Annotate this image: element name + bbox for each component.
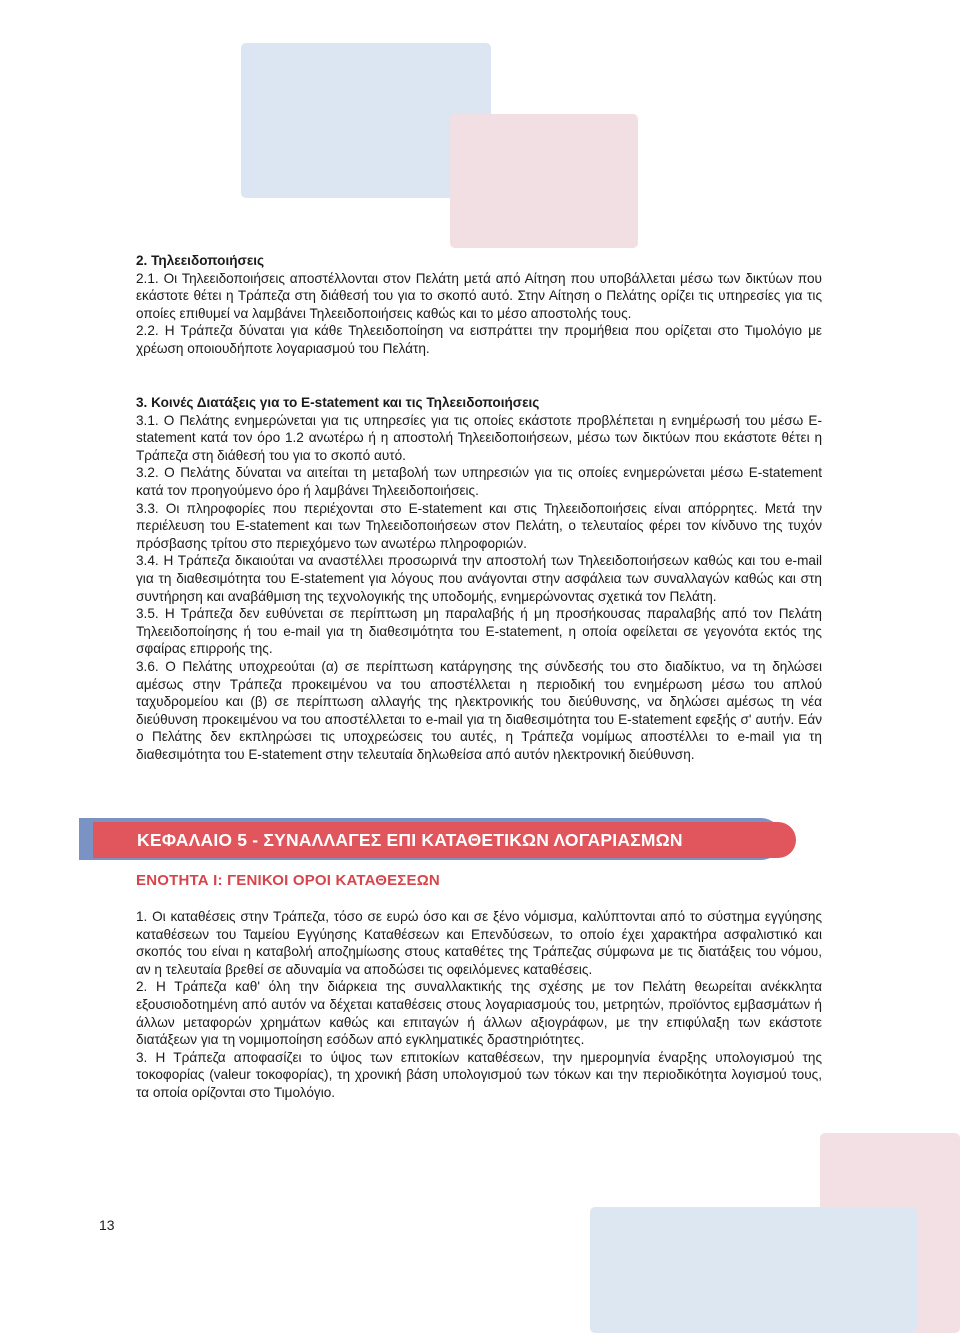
clause-3-1: 3.1. Ο Πελάτης ενημερώνεται για τις υπηρεσίες για τις οποίες εκάστοτε προβλέπεται η ενημέρωσή του μέσω E-statement κατά τον όρο 1.2 ανωτέρω ή η αποστολή Τηλεειδοποιήσεων, μέσω των δικτύων που εκάστοτε θέτει η Τράπεζα στη διάθεσή του για το σκοπό αυτό. xyxy=(136,412,822,463)
section-2-notifications xyxy=(136,252,822,358)
section-2-title: 2. Τηλεειδοποιήσεις xyxy=(136,253,265,268)
page-number: 13 xyxy=(99,1217,115,1233)
clause-3-4: 3.4. Η Τράπεζα δικαιούται να αναστέλλει προσωρινά την αποστολή των Τηλεειδοποιήσεων καθώς και του e-mail για τη διαθεσιμότητα του E-statement για λόγους που ανάγονται στην ασφάλεια των συναλλαγών καθώς και στη συντήρηση και αναβάθμιση της τεχνολογικής της υποδομής, ενημερώνοντας σχετικά τον Πελάτη. xyxy=(136,553,822,604)
clause-2-2: 2.2. Η Τράπεζα δύναται για κάθε Τηλεειδοποίηση να εισπράττει την προμήθεια που ορίζεται στο Τιμολόγιο με χρέωση οποιουδήποτε λογαριασμού του Πελάτη. xyxy=(136,323,822,356)
decorative-pink-block-top xyxy=(450,114,638,248)
clause-3-3: 3.3. Οι πληροφορίες που περιέχονται στο E-statement και στις Τηλεειδοποιήσεις είναι απόρρητες. Μετά την περιέλευση του E-statement και των Τηλεειδοποιήσεων στον Πελάτη, ο τελευταίος φέρει τον κίνδυνο της τυχόν πρόσβασης τρίτου στο περιεχόμενο των ανωτέρω πληροφοριών. xyxy=(136,500,822,551)
unit-clause-1: 1. Οι καταθέσεις στην Τράπεζα, τόσο σε ευρώ όσο και σε ξένο νόμισμα, καλύπτονται από το σύστημα εγγύησης καταθέσεων του Ταμείου Εγγύησης Καταθέσεων και Επενδύσεων, το οποίο έχει χαρακτήρα ασφαλιστικό και σκοπός του είναι η καταβολή αποζημίωσης στους καταθέτες της Τράπεζας σύμφωνα με τις διατάξεις του νόμου, αν η τελευταία βρεθεί σε αδυναμία να αποδώσει τις οφειλόμενες καταθέσεις. xyxy=(136,909,822,977)
section-3-title: 3. Κοινές Διατάξεις για το E-statement και τις Τηλεειδοποιήσεις xyxy=(136,395,540,410)
clause-2-1: 2.1. Οι Τηλεειδοποιήσεις αποστέλλονται στον Πελάτη μετά από Αίτηση που υποβάλλεται μέσω των δικτύων που εκάστοτε θέτει η Τράπεζα στη διάθεσή του για το σκοπό αυτό. Στην Αίτηση ο Πελάτης ορίζει τις υπηρεσίες για τις οποίες επιθυμεί να λαμβάνει Τηλεειδοποιήσεις καθώς και το μέσο αποστολής τους. xyxy=(136,270,822,321)
chapter-title: ΚΕΦΑΛΑΙΟ 5 - ΣΥΝΑΛΛΑΓΕΣ ΕΠΙ ΚΑΤΑΘΕΤΙΚΩΝ ΛΟΓΑΡΙΑΣΜΩΝ xyxy=(137,830,683,850)
unit-heading: ΕΝΟΤΗΤΑ Ι: ΓΕΝΙΚΟΙ ΟΡΟΙ ΚΑΤΑΘΕΣΕΩΝ xyxy=(136,872,440,889)
unit-clause-3: 3. Η Τράπεζα αποφασίζει το ύψος των επιτοκίων καταθέσεων, την ημερομηνία έναρξης υπολογισμού της τοκοφορίας (valeur τοκοφορίας), τη χρονική βάση υπολογισμού των τόκων και την περιοδικότητα λογισμού τους, τα οποία ορίζονται στο Τιμολόγιο. xyxy=(136,1049,822,1100)
clause-3-6: 3.6. Ο Πελάτης υποχρεούται (α) σε περίπτωση κατάργησης της σύνδεσής του στο διαδίκτυο, να τη δηλώσει αμέσως στην Τράπεζα προκειμένου να του αποστέλλεται η περιοδική του ενημέρωση μέσω του απλού ταχυδρομείου και (β) σε περίπτωση αλλαγής της ηλεκτρονικής του διεύθυνσης, να δηλώσει αμέσως τη νέα διεύθυνση προκειμένου να του αποστέλλεται το e-mail για τη διαθεσιμότητα του E-statement εφεξής σ' αυτήν. Εάν ο Πελάτης δεν εκπληρώσει τις υποχρεώσεις του αυτές, η Τράπεζα νομίμως αποστέλλει το e-mail για τη διαθεσιμότητα του E-statement στην τελευταία δηλωθείσα από αυτόν ηλεκτρονική διεύθυνση. xyxy=(136,658,822,762)
unit-1-general-terms xyxy=(136,908,822,1102)
section-3-common-provisions xyxy=(136,394,822,763)
unit-clause-2: 2. Η Τράπεζα καθ' όλη την διάρκεια της συναλλακτικής της σχέσης με τον Πελάτη θεωρείται ανέκκλητα εξουσιοδοτημένη από αυτόν να δέχεται καταθέσεις στους λογαριασμούς του, μετρητών, προϊόντος εμβασμάτων ή άλλων μεταφορών χρημάτων καθώς και επιταγών ή άλλων αξιογράφων, με την επιφύλαξη των εκάστοτε διατάξεων για τη νομιμοποίηση εσόδων από εγκληματικές δραστηριότητες. xyxy=(136,979,822,1048)
clause-3-5: 3.5. Η Τράπεζα δεν ευθύνεται σε περίπτωση μη παραλαβής ή μη προσήκουσας παραλαβής από τον Πελάτη Τηλεειδοποίησης ή του e-mail για τη διαθεσιμότητα του E-statement, η οποία οφείλεται σε γεγονότα εκτός της σφαίρας επιρροής της. xyxy=(136,606,822,657)
decorative-blue-block-bottom xyxy=(590,1207,917,1333)
chapter-banner xyxy=(93,822,796,858)
clause-3-2: 3.2. Ο Πελάτης δύναται να αιτείται τη μεταβολή των υπηρεσιών για τις οποίες ενημερώνεται μέσω E-statement κατά τον προηγούμενο όρο ή λαμβάνει Τηλεειδοποιήσεις. xyxy=(136,465,822,498)
